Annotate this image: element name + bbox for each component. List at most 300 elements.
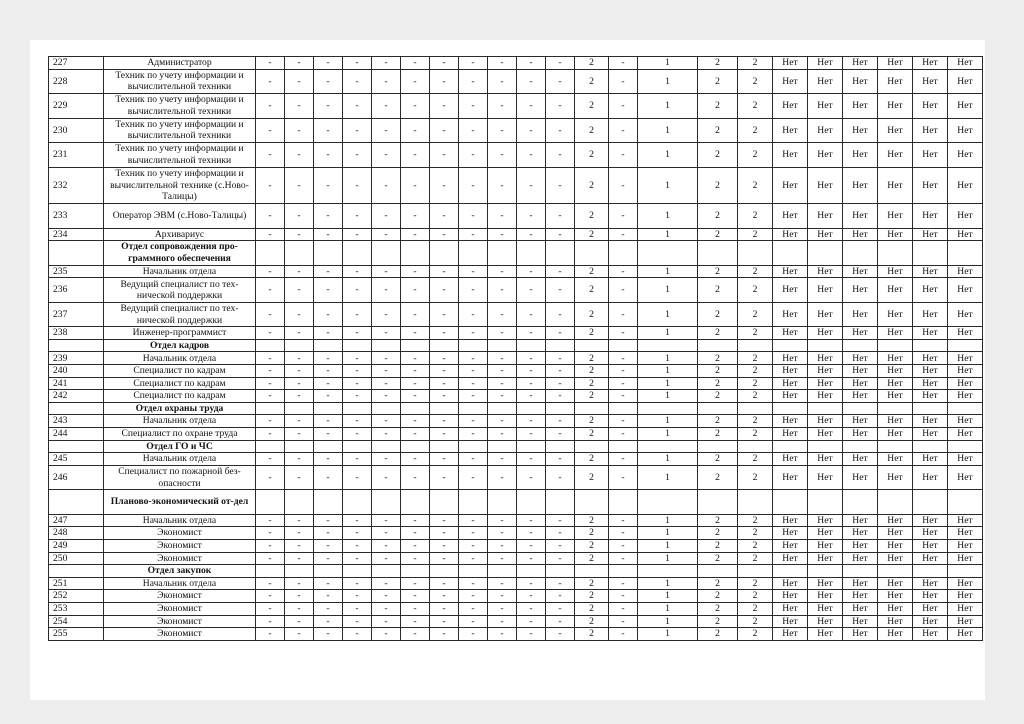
value-cell: - bbox=[430, 352, 459, 365]
value-cell: Нет bbox=[948, 118, 983, 143]
position-name: Начальник отдела bbox=[104, 453, 256, 466]
value-cell bbox=[738, 241, 773, 266]
value-cell: Нет bbox=[843, 577, 878, 590]
value-cell: - bbox=[372, 278, 401, 303]
value-cell: - bbox=[430, 278, 459, 303]
value-cell: 1 bbox=[638, 552, 698, 565]
value-cell: - bbox=[372, 527, 401, 540]
value-cell: - bbox=[372, 352, 401, 365]
value-cell bbox=[343, 339, 372, 352]
row-number: 233 bbox=[49, 204, 104, 229]
value-cell: - bbox=[459, 167, 488, 204]
value-cell: 2 bbox=[738, 602, 773, 615]
value-cell: - bbox=[372, 453, 401, 466]
value-cell: Нет bbox=[948, 57, 983, 70]
value-cell: 2 bbox=[698, 204, 738, 229]
position-name: Экономист bbox=[104, 540, 256, 553]
value-cell: Нет bbox=[808, 94, 843, 119]
value-cell: 2 bbox=[698, 390, 738, 403]
table-row bbox=[49, 94, 983, 119]
value-cell bbox=[372, 440, 401, 453]
value-cell bbox=[430, 402, 459, 415]
value-cell: Нет bbox=[878, 365, 913, 378]
value-cell: Нет bbox=[878, 390, 913, 403]
value-cell: Нет bbox=[913, 590, 948, 603]
value-cell bbox=[843, 440, 878, 453]
value-cell: 2 bbox=[698, 552, 738, 565]
value-cell: Нет bbox=[913, 94, 948, 119]
value-cell: Нет bbox=[948, 69, 983, 94]
value-cell: 2 bbox=[698, 540, 738, 553]
value-cell: - bbox=[430, 514, 459, 527]
value-cell: - bbox=[256, 167, 285, 204]
table-body bbox=[49, 57, 983, 641]
value-cell: 2 bbox=[738, 577, 773, 590]
value-cell: - bbox=[488, 602, 517, 615]
position-name: Специалист по кадрам bbox=[104, 377, 256, 390]
value-cell: - bbox=[256, 278, 285, 303]
value-cell: - bbox=[314, 167, 343, 204]
value-cell: - bbox=[372, 415, 401, 428]
value-cell bbox=[843, 490, 878, 515]
value-cell bbox=[808, 440, 843, 453]
value-cell: - bbox=[609, 302, 638, 327]
row-number: 231 bbox=[49, 143, 104, 168]
value-cell: - bbox=[609, 390, 638, 403]
value-cell bbox=[913, 241, 948, 266]
value-cell: - bbox=[343, 428, 372, 441]
value-cell: 2 bbox=[698, 428, 738, 441]
value-cell: - bbox=[343, 514, 372, 527]
value-cell bbox=[575, 565, 609, 578]
value-cell: - bbox=[488, 540, 517, 553]
value-cell: Нет bbox=[948, 465, 983, 490]
value-cell: - bbox=[285, 428, 314, 441]
value-cell: - bbox=[609, 577, 638, 590]
value-cell: 2 bbox=[738, 465, 773, 490]
value-cell: - bbox=[343, 540, 372, 553]
value-cell: - bbox=[256, 514, 285, 527]
value-cell: - bbox=[256, 94, 285, 119]
value-cell: Нет bbox=[843, 327, 878, 340]
value-cell: - bbox=[430, 143, 459, 168]
section-title: Отдел кадров bbox=[104, 339, 256, 352]
value-cell: - bbox=[609, 265, 638, 278]
value-cell: Нет bbox=[948, 327, 983, 340]
value-cell bbox=[546, 339, 575, 352]
value-cell: - bbox=[609, 94, 638, 119]
table-row bbox=[49, 415, 983, 428]
value-cell bbox=[808, 241, 843, 266]
value-cell: Нет bbox=[948, 204, 983, 229]
value-cell: Нет bbox=[878, 428, 913, 441]
value-cell: - bbox=[343, 552, 372, 565]
value-cell: - bbox=[459, 57, 488, 70]
value-cell: - bbox=[285, 94, 314, 119]
position-name: Экономист bbox=[104, 527, 256, 540]
value-cell: - bbox=[517, 615, 546, 628]
value-cell: - bbox=[546, 590, 575, 603]
value-cell: - bbox=[372, 377, 401, 390]
table-row bbox=[49, 143, 983, 168]
value-cell: Нет bbox=[913, 514, 948, 527]
value-cell bbox=[401, 565, 430, 578]
value-cell: - bbox=[285, 602, 314, 615]
value-cell bbox=[948, 241, 983, 266]
value-cell: - bbox=[517, 428, 546, 441]
value-cell bbox=[575, 339, 609, 352]
value-cell: - bbox=[517, 94, 546, 119]
value-cell: Нет bbox=[843, 118, 878, 143]
value-cell: Нет bbox=[913, 415, 948, 428]
value-cell: Нет bbox=[808, 628, 843, 641]
value-cell: - bbox=[314, 327, 343, 340]
position-name: Экономист bbox=[104, 552, 256, 565]
value-cell: Нет bbox=[878, 69, 913, 94]
value-cell: 2 bbox=[575, 167, 609, 204]
value-cell: - bbox=[609, 352, 638, 365]
value-cell bbox=[738, 402, 773, 415]
value-cell: Нет bbox=[913, 527, 948, 540]
value-cell: - bbox=[488, 415, 517, 428]
value-cell: - bbox=[343, 577, 372, 590]
staff-table bbox=[48, 56, 983, 641]
value-cell: - bbox=[372, 540, 401, 553]
value-cell: - bbox=[459, 69, 488, 94]
value-cell bbox=[256, 402, 285, 415]
value-cell: - bbox=[459, 552, 488, 565]
value-cell: Нет bbox=[843, 69, 878, 94]
value-cell: - bbox=[343, 57, 372, 70]
value-cell: - bbox=[517, 167, 546, 204]
value-cell: - bbox=[401, 514, 430, 527]
value-cell: - bbox=[517, 377, 546, 390]
value-cell: Нет bbox=[773, 514, 808, 527]
value-cell: - bbox=[285, 118, 314, 143]
value-cell: - bbox=[517, 143, 546, 168]
value-cell: 2 bbox=[698, 527, 738, 540]
value-cell bbox=[638, 440, 698, 453]
value-cell: - bbox=[314, 428, 343, 441]
value-cell: - bbox=[343, 228, 372, 241]
value-cell bbox=[638, 490, 698, 515]
value-cell bbox=[698, 440, 738, 453]
value-cell bbox=[913, 440, 948, 453]
value-cell: - bbox=[285, 302, 314, 327]
value-cell: - bbox=[430, 590, 459, 603]
value-cell: Нет bbox=[948, 552, 983, 565]
value-cell: Нет bbox=[878, 57, 913, 70]
value-cell: 2 bbox=[575, 265, 609, 278]
value-cell: - bbox=[372, 167, 401, 204]
value-cell: Нет bbox=[948, 365, 983, 378]
value-cell bbox=[808, 565, 843, 578]
value-cell: - bbox=[314, 278, 343, 303]
value-cell: - bbox=[285, 590, 314, 603]
value-cell: - bbox=[546, 228, 575, 241]
value-cell: - bbox=[372, 577, 401, 590]
value-cell: 2 bbox=[575, 527, 609, 540]
position-name: Экономист bbox=[104, 615, 256, 628]
value-cell: Нет bbox=[773, 390, 808, 403]
value-cell: - bbox=[609, 327, 638, 340]
value-cell: Нет bbox=[843, 302, 878, 327]
value-cell: Нет bbox=[808, 577, 843, 590]
value-cell: Нет bbox=[808, 590, 843, 603]
value-cell: - bbox=[459, 390, 488, 403]
value-cell bbox=[430, 440, 459, 453]
value-cell: - bbox=[401, 590, 430, 603]
value-cell bbox=[575, 490, 609, 515]
row-number: 227 bbox=[49, 57, 104, 70]
value-cell: Нет bbox=[878, 167, 913, 204]
value-cell: - bbox=[609, 415, 638, 428]
value-cell: - bbox=[401, 94, 430, 119]
value-cell bbox=[372, 565, 401, 578]
value-cell: - bbox=[609, 69, 638, 94]
table-row bbox=[49, 167, 983, 204]
value-cell: - bbox=[517, 278, 546, 303]
value-cell bbox=[546, 402, 575, 415]
value-cell: - bbox=[546, 143, 575, 168]
value-cell: 2 bbox=[575, 352, 609, 365]
value-cell bbox=[878, 339, 913, 352]
value-cell: - bbox=[256, 527, 285, 540]
value-cell: - bbox=[256, 552, 285, 565]
value-cell: - bbox=[430, 602, 459, 615]
value-cell: Нет bbox=[808, 514, 843, 527]
value-cell: - bbox=[459, 602, 488, 615]
value-cell: Нет bbox=[843, 465, 878, 490]
section-header-row bbox=[49, 339, 983, 352]
value-cell: - bbox=[609, 590, 638, 603]
value-cell bbox=[948, 402, 983, 415]
value-cell: 2 bbox=[575, 428, 609, 441]
value-cell bbox=[546, 490, 575, 515]
position-name: Техник по учету информации и вычислительной техники bbox=[104, 69, 256, 94]
table-row bbox=[49, 69, 983, 94]
value-cell: - bbox=[430, 615, 459, 628]
value-cell: - bbox=[517, 228, 546, 241]
value-cell: - bbox=[459, 352, 488, 365]
value-cell: - bbox=[314, 118, 343, 143]
value-cell bbox=[878, 402, 913, 415]
position-name: Начальник отдела bbox=[104, 265, 256, 278]
value-cell: - bbox=[401, 57, 430, 70]
value-cell: 2 bbox=[738, 167, 773, 204]
section-header-row bbox=[49, 490, 983, 515]
value-cell: - bbox=[401, 390, 430, 403]
value-cell bbox=[609, 339, 638, 352]
value-cell: 1 bbox=[638, 577, 698, 590]
value-cell: Нет bbox=[913, 390, 948, 403]
value-cell: Нет bbox=[808, 527, 843, 540]
value-cell bbox=[913, 402, 948, 415]
value-cell: - bbox=[517, 302, 546, 327]
value-cell: - bbox=[401, 167, 430, 204]
value-cell: - bbox=[459, 118, 488, 143]
value-cell: Нет bbox=[843, 415, 878, 428]
value-cell: - bbox=[343, 615, 372, 628]
value-cell: - bbox=[372, 465, 401, 490]
value-cell bbox=[638, 339, 698, 352]
value-cell: - bbox=[285, 453, 314, 466]
value-cell: Нет bbox=[878, 540, 913, 553]
value-cell bbox=[314, 440, 343, 453]
value-cell: - bbox=[430, 327, 459, 340]
value-cell: - bbox=[430, 577, 459, 590]
table-row bbox=[49, 540, 983, 553]
value-cell: - bbox=[285, 465, 314, 490]
value-cell bbox=[372, 241, 401, 266]
value-cell: - bbox=[459, 428, 488, 441]
value-cell bbox=[430, 490, 459, 515]
value-cell: - bbox=[430, 228, 459, 241]
value-cell: 1 bbox=[638, 228, 698, 241]
value-cell: - bbox=[459, 327, 488, 340]
value-cell: - bbox=[546, 265, 575, 278]
value-cell: - bbox=[401, 143, 430, 168]
position-name: Техник по учету информации и вычислительной техники bbox=[104, 143, 256, 168]
value-cell: 1 bbox=[638, 590, 698, 603]
value-cell: 1 bbox=[638, 602, 698, 615]
value-cell bbox=[430, 339, 459, 352]
value-cell: - bbox=[517, 118, 546, 143]
value-cell bbox=[878, 241, 913, 266]
value-cell: 1 bbox=[638, 265, 698, 278]
value-cell bbox=[575, 440, 609, 453]
value-cell: - bbox=[401, 527, 430, 540]
value-cell: - bbox=[401, 428, 430, 441]
value-cell: - bbox=[314, 302, 343, 327]
value-cell: Нет bbox=[878, 415, 913, 428]
table-row bbox=[49, 527, 983, 540]
value-cell: Нет bbox=[808, 327, 843, 340]
value-cell: - bbox=[285, 365, 314, 378]
table-row bbox=[49, 428, 983, 441]
value-cell: - bbox=[459, 577, 488, 590]
value-cell: Нет bbox=[948, 265, 983, 278]
position-name: Техник по учету информации и вычислительной техники bbox=[104, 118, 256, 143]
value-cell: - bbox=[401, 228, 430, 241]
value-cell: - bbox=[372, 365, 401, 378]
value-cell: Нет bbox=[773, 628, 808, 641]
value-cell: 1 bbox=[638, 540, 698, 553]
value-cell: - bbox=[401, 352, 430, 365]
value-cell: 2 bbox=[575, 365, 609, 378]
value-cell bbox=[517, 440, 546, 453]
value-cell: - bbox=[459, 377, 488, 390]
value-cell: 2 bbox=[698, 327, 738, 340]
value-cell: - bbox=[517, 352, 546, 365]
value-cell: - bbox=[430, 167, 459, 204]
value-cell: - bbox=[488, 265, 517, 278]
position-name: Оператор ЭВМ (с.Ново-Талицы) bbox=[104, 204, 256, 229]
table-row bbox=[49, 628, 983, 641]
value-cell: 2 bbox=[575, 628, 609, 641]
value-cell: - bbox=[430, 265, 459, 278]
value-cell bbox=[256, 490, 285, 515]
value-cell: Нет bbox=[843, 628, 878, 641]
value-cell: Нет bbox=[913, 327, 948, 340]
value-cell: Нет bbox=[808, 118, 843, 143]
value-cell bbox=[843, 241, 878, 266]
value-cell: Нет bbox=[773, 453, 808, 466]
value-cell bbox=[488, 339, 517, 352]
value-cell: - bbox=[343, 377, 372, 390]
value-cell: Нет bbox=[808, 204, 843, 229]
value-cell: - bbox=[546, 278, 575, 303]
value-cell: 2 bbox=[698, 228, 738, 241]
value-cell: - bbox=[546, 167, 575, 204]
value-cell: - bbox=[314, 615, 343, 628]
row-number: 228 bbox=[49, 69, 104, 94]
table-row bbox=[49, 602, 983, 615]
value-cell: - bbox=[256, 465, 285, 490]
value-cell: 2 bbox=[738, 428, 773, 441]
value-cell: - bbox=[459, 465, 488, 490]
value-cell: - bbox=[256, 453, 285, 466]
value-cell bbox=[808, 490, 843, 515]
value-cell bbox=[609, 402, 638, 415]
value-cell: Нет bbox=[808, 390, 843, 403]
value-cell: - bbox=[401, 415, 430, 428]
value-cell: 1 bbox=[638, 143, 698, 168]
value-cell: - bbox=[517, 390, 546, 403]
table-row bbox=[49, 57, 983, 70]
value-cell: - bbox=[401, 118, 430, 143]
value-cell: - bbox=[256, 265, 285, 278]
value-cell: Нет bbox=[913, 577, 948, 590]
value-cell bbox=[488, 241, 517, 266]
value-cell: Нет bbox=[808, 352, 843, 365]
value-cell bbox=[773, 402, 808, 415]
value-cell: - bbox=[285, 352, 314, 365]
value-cell: 1 bbox=[638, 428, 698, 441]
value-cell bbox=[773, 565, 808, 578]
position-name: Специалист по охране труда bbox=[104, 428, 256, 441]
value-cell: - bbox=[430, 415, 459, 428]
value-cell: - bbox=[314, 94, 343, 119]
value-cell: Нет bbox=[843, 278, 878, 303]
value-cell: - bbox=[430, 302, 459, 327]
value-cell: - bbox=[609, 278, 638, 303]
value-cell: - bbox=[314, 628, 343, 641]
table-row bbox=[49, 204, 983, 229]
value-cell: - bbox=[430, 365, 459, 378]
value-cell: - bbox=[430, 552, 459, 565]
value-cell bbox=[256, 565, 285, 578]
table-row bbox=[49, 327, 983, 340]
value-cell: Нет bbox=[878, 552, 913, 565]
value-cell: - bbox=[256, 143, 285, 168]
value-cell: - bbox=[430, 465, 459, 490]
value-cell: - bbox=[517, 527, 546, 540]
row-number: 249 bbox=[49, 540, 104, 553]
value-cell: - bbox=[314, 365, 343, 378]
value-cell: 2 bbox=[738, 302, 773, 327]
value-cell: - bbox=[372, 590, 401, 603]
row-number bbox=[49, 339, 104, 352]
value-cell: 2 bbox=[698, 69, 738, 94]
value-cell: 2 bbox=[575, 327, 609, 340]
value-cell: - bbox=[372, 69, 401, 94]
value-cell: Нет bbox=[773, 228, 808, 241]
value-cell: - bbox=[609, 453, 638, 466]
value-cell: Нет bbox=[843, 352, 878, 365]
value-cell: Нет bbox=[808, 465, 843, 490]
value-cell: Нет bbox=[843, 514, 878, 527]
